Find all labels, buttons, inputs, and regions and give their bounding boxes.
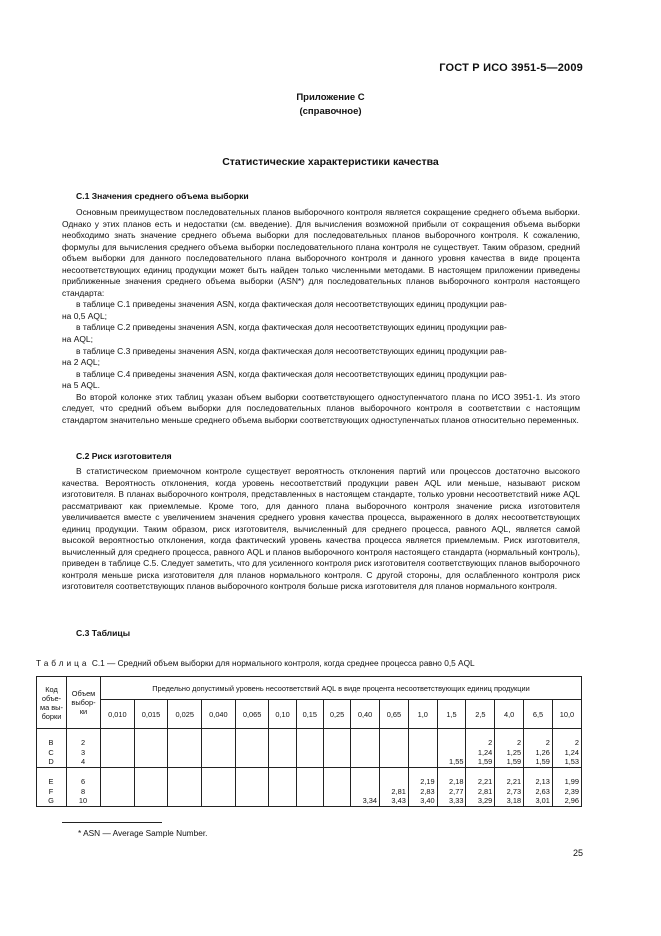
cell-value: 4 bbox=[80, 757, 86, 767]
asn-value-cell bbox=[408, 729, 437, 768]
asn-value-cell bbox=[495, 768, 524, 807]
table-caption-word: Таблица bbox=[36, 658, 90, 668]
cell-value: 2 bbox=[545, 738, 550, 748]
col-header-aql: Предельно допустимый уровень несоответствий AQL в виде процента несоответствующих единиц продукции bbox=[101, 677, 582, 700]
section-c2-body bbox=[62, 466, 580, 593]
asn-value-cell bbox=[235, 768, 269, 807]
paragraph: Во второй колонке этих таблиц указан объем выборки соответствующего одноступенчатого плана по ИСО 3951-1. Из этого следует, что средний объем выборки для последовательных планов выборочного контроля в соответствии с настоящим стандартом значительно меньше среднего объема выборки соответствующих одноступенчатых планов относительно переменных. bbox=[62, 391, 580, 425]
cell-value: 1,55 bbox=[449, 757, 464, 767]
cell-value: 2,21 bbox=[477, 777, 493, 787]
col-header-code: Код объе-ма вы-борки bbox=[37, 677, 67, 729]
cell-value: 2,19 bbox=[420, 777, 435, 787]
asn-value-cell bbox=[269, 729, 296, 768]
cell-value: 2,39 bbox=[564, 786, 579, 796]
asn-value-cell bbox=[134, 729, 168, 768]
asn-value-cell bbox=[466, 768, 495, 807]
cell-value: E bbox=[48, 777, 54, 787]
asn-value-cell bbox=[323, 768, 350, 807]
asn-value-cell bbox=[168, 729, 202, 768]
asn-value-cell bbox=[202, 729, 236, 768]
cell-value: 1,59 bbox=[535, 757, 550, 767]
asn-value-cell bbox=[101, 729, 135, 768]
cell-value: 3,29 bbox=[477, 796, 493, 806]
table-caption bbox=[36, 658, 475, 668]
section-c1-heading: С.1 Значения среднего объема выборки bbox=[76, 191, 249, 201]
asn-value-cell bbox=[552, 768, 581, 807]
list-item-line-cont: на AQL; bbox=[62, 334, 93, 345]
asn-value-cell bbox=[101, 768, 135, 807]
col-header-size: Объем выбор-ки bbox=[67, 677, 101, 729]
asn-value-cell bbox=[380, 768, 409, 807]
standard-id-header: ГОСТ Р ИСО 3951-5—2009 bbox=[439, 62, 583, 74]
sample-code-cell bbox=[37, 768, 67, 807]
asn-value-cell bbox=[323, 729, 350, 768]
cell-value: 2,83 bbox=[420, 786, 435, 796]
cell-value: 1,26 bbox=[535, 747, 550, 757]
main-title: Статистические характеристики качества bbox=[222, 156, 439, 168]
cell-value: 3,34 bbox=[362, 796, 377, 806]
asn-value-cell bbox=[235, 729, 269, 768]
aql-value-header: 0,065 bbox=[235, 700, 269, 729]
aql-value-header: 0,15 bbox=[296, 700, 323, 729]
cell-value: 3,43 bbox=[391, 796, 406, 806]
aql-value-header: 1,0 bbox=[408, 700, 437, 729]
aql-value-header: 1,5 bbox=[437, 700, 466, 729]
asn-value-cell bbox=[296, 768, 323, 807]
list-item-line-cont: на 0,5 AQL; bbox=[62, 310, 107, 321]
cell-value: 6 bbox=[80, 777, 86, 787]
table-row-group bbox=[37, 729, 582, 768]
asn-value-cell bbox=[269, 768, 296, 807]
annex-label bbox=[0, 91, 661, 119]
asn-value-cell bbox=[524, 729, 553, 768]
cell-value: 3 bbox=[80, 747, 86, 757]
aql-value-header: 0,10 bbox=[269, 700, 296, 729]
asn-value-cell bbox=[134, 768, 168, 807]
aql-value-header: 0,010 bbox=[101, 700, 135, 729]
paragraph: В статистическом приемочном контроле существует вероятность отклонения партий или процессов достаточно высокого качества. Вероятность отклонения, когда уровень несоответствий продукции равен AQL или меньше, называют риском изготовителя. В планах выборочного контроля, представленных в настоящем стандарте, только уровни несоответствий ниже AQL рассматривают как приемлемые. Кроме того, для данного плана выборочного контроля значение риска изготовителя увеличивается вместе с увеличением значения среднего уровня качества процесса, выраженного в долях несоответствующих единиц продукции. Таким образом, риск изготовителя, вычисленный для среднего процесса, равного AQL, является самой высокой вероятностью отклонения, когда фактический уровень качества процесса является приемлемым. Риск изготовителя, вычисленный для среднего процесса, равного AQL и планов выборочного контроля настоящего стандарта (нормальный контроль), приведен в таблице С.5. Следует заметить, что для усиленного контроля риск изготовителя соответствующих планов выборочного контроля меньше риска изготовителя для планов нормального контроля. С другой стороны, для ослабленного контроля риск изготовителя соответствующих планов выборочного контроля больше риска изготовителя для планов нормального контроля. bbox=[62, 466, 580, 592]
cell-value: 1,53 bbox=[564, 757, 579, 767]
footnote-divider bbox=[62, 822, 162, 823]
list-item-line: в таблице С.2 приведены значения ASN, когда фактическая доля несоответствующих единиц продукции рав- bbox=[76, 322, 507, 333]
section-c1-body bbox=[62, 207, 580, 426]
cell-value: 1,24 bbox=[564, 747, 579, 757]
sample-size-cell bbox=[67, 729, 101, 768]
asn-value-cell bbox=[296, 729, 323, 768]
list-item-line: в таблице С.4 приведены значения ASN, когда фактическая доля несоответствующих единиц продукции рав- bbox=[76, 368, 507, 379]
cell-value: 2,13 bbox=[535, 777, 550, 787]
table-row-group bbox=[37, 768, 582, 807]
cell-value: 2 bbox=[516, 738, 522, 748]
asn-value-cell bbox=[380, 729, 409, 768]
cell-value: G bbox=[48, 796, 54, 806]
asn-value-cell bbox=[437, 729, 466, 768]
cell-value: 3,33 bbox=[449, 796, 464, 806]
list-item-line: в таблице С.1 приведены значения ASN, когда фактическая доля несоответствующих единиц продукции рав- bbox=[76, 299, 507, 310]
asn-value-cell bbox=[202, 768, 236, 807]
cell-value: 1,59 bbox=[477, 757, 493, 767]
asn-value-cell bbox=[495, 729, 524, 768]
asn-value-cell bbox=[437, 768, 466, 807]
cell-value: 1,24 bbox=[477, 747, 493, 757]
asn-value-cell bbox=[524, 768, 553, 807]
cell-value: 2,73 bbox=[506, 786, 522, 796]
asn-value-cell bbox=[466, 729, 495, 768]
sample-code-cell bbox=[37, 729, 67, 768]
annex-title: Приложение С bbox=[296, 92, 365, 103]
cell-value: 2 bbox=[574, 738, 579, 748]
aql-value-header: 10,0 bbox=[552, 700, 581, 729]
list-item-line-cont: на 5 AQL. bbox=[62, 380, 100, 391]
cell-value: B bbox=[48, 738, 54, 748]
list-item-line: в таблице С.3 приведены значения ASN, когда фактическая доля несоответствующих единиц продукции рав- bbox=[76, 345, 507, 356]
paragraph: Основным преимуществом последовательных планов выборочного контроля является сокращение среднего объема выборки. Однако у этих планов есть и недостатки (см. введение). Для вычисления возможной прибыли от сокращения объема выборки необходимо знать значение среднего объема выборки для последовательных планов выборочного контроля. К сожалению, формулы для вычисления среднего объема выборки последовательного плана контроля не существует. Таким образом, средний объем выборки для данного последовательного плана выборочного контроля и данного уровня качества в виде процента несоответствующих единиц продукции может быть найден только численными методами. В настоящем приложении приведены приближенные значения среднего объема выборки (ASN*) для последовательных планов выборочного контроля настоящего стандарта: bbox=[62, 207, 580, 298]
page-number: 25 bbox=[572, 848, 583, 858]
cell-value: F bbox=[48, 786, 54, 796]
cell-value: 2,77 bbox=[449, 786, 464, 796]
aql-value-header: 0,25 bbox=[323, 700, 350, 729]
asn-value-cell bbox=[408, 768, 437, 807]
cell-value: 1,99 bbox=[564, 777, 579, 787]
cell-value: 2,81 bbox=[391, 786, 406, 796]
asn-value-cell bbox=[168, 768, 202, 807]
aql-value-header: 0,40 bbox=[351, 700, 380, 729]
cell-value: 1,59 bbox=[506, 757, 522, 767]
footnote: * ASN — Average Sample Number. bbox=[78, 828, 208, 838]
cell-value: 2,63 bbox=[535, 786, 550, 796]
aql-value-header: 4,0 bbox=[495, 700, 524, 729]
cell-value: 2,18 bbox=[449, 777, 464, 787]
cell-value: 3,40 bbox=[420, 796, 435, 806]
aql-value-header: 0,025 bbox=[168, 700, 202, 729]
aql-value-header: 0,65 bbox=[380, 700, 409, 729]
aql-value-header: 0,015 bbox=[134, 700, 168, 729]
aql-value-header: 0,040 bbox=[202, 700, 236, 729]
section-c3-heading: С.3 Таблицы bbox=[76, 628, 131, 638]
annex-subtitle: (справочное) bbox=[299, 106, 362, 117]
cell-value: 2,21 bbox=[506, 777, 522, 787]
asn-value-cell bbox=[351, 729, 380, 768]
cell-value: 8 bbox=[80, 786, 86, 796]
cell-value: C bbox=[48, 747, 54, 757]
asn-value-cell bbox=[351, 768, 380, 807]
cell-value: 10 bbox=[78, 796, 88, 806]
cell-value: 3,01 bbox=[535, 796, 550, 806]
cell-value: 2,96 bbox=[564, 796, 579, 806]
asn-table bbox=[36, 676, 582, 807]
list-item-line-cont: на 2 AQL; bbox=[62, 357, 100, 368]
table-caption-text: С.1 — Средний объем выборки для нормального контроля, когда среднее процесса равно 0,5 AQL bbox=[91, 658, 475, 668]
aql-value-header: 6,5 bbox=[524, 700, 553, 729]
cell-value: D bbox=[48, 757, 54, 767]
section-c2-heading: С.2 Риск изготовителя bbox=[76, 451, 172, 461]
cell-value: 2,81 bbox=[477, 786, 493, 796]
cell-value: 2 bbox=[80, 738, 86, 748]
aql-value-header: 2,5 bbox=[466, 700, 495, 729]
sample-size-cell bbox=[67, 768, 101, 807]
cell-value: 1,25 bbox=[506, 747, 522, 757]
cell-value: 3,18 bbox=[506, 796, 522, 806]
asn-value-cell bbox=[552, 729, 581, 768]
cell-value: 2 bbox=[488, 738, 493, 748]
